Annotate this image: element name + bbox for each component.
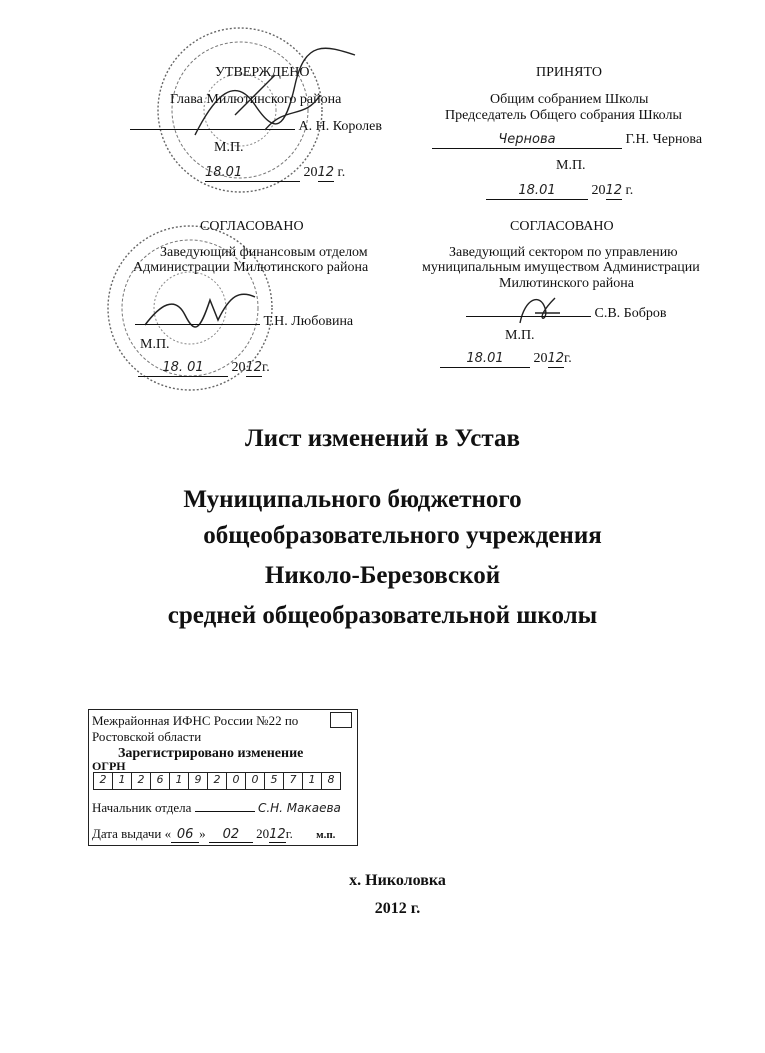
agreed-finance-year: 12 — [245, 360, 263, 375]
ogrn-digit: 2 — [132, 773, 151, 789]
stamp-date-label: Дата выдачи — [92, 826, 162, 841]
stamp-year-prefix: 20 — [256, 826, 270, 841]
stamp-registered: Зарегистрировано изменение — [118, 746, 304, 761]
agreed-property-year-suffix: г. — [564, 351, 572, 366]
agreed-finance-line1: Заведующий финансовым отделом — [160, 245, 368, 260]
approved-name: А. Н. Королев — [298, 119, 382, 134]
agreed-finance-year-suffix: г. — [262, 360, 270, 375]
agreed-property-year-prefix: 20 — [533, 351, 548, 366]
agreed-finance-name: Т.Н. Любовина — [263, 314, 354, 329]
accepted-line1: Общим собранием Школы — [490, 92, 649, 107]
stamp-ogrn-label: ОГРН — [92, 759, 126, 773]
approved-position: Глава Милютинского района — [170, 92, 342, 107]
approved-stamp-label: М.П. — [214, 140, 244, 155]
accepted-stamp-label: М.П. — [556, 158, 586, 173]
approved-date: 18.01 — [205, 164, 300, 182]
ogrn-digit: 7 — [284, 773, 303, 789]
stamp-year: 12 — [269, 827, 286, 842]
agreed-finance-heading: СОГЛАСОВАНО — [200, 219, 304, 234]
document-title: Лист изменений в Устав — [245, 425, 520, 452]
ogrn-digit: 2 — [94, 773, 113, 789]
stamp-date-day: 06 — [171, 827, 199, 843]
agreed-finance-line2: Администрации Милютинского района — [133, 260, 369, 275]
ogrn-digit: 5 — [265, 773, 284, 789]
agreed-finance-year-prefix: 20 — [231, 360, 246, 375]
agreed-property-stamp-label: М.П. — [505, 328, 535, 343]
accepted-line2: Председатель Общего собрания Школы — [445, 108, 682, 123]
stamp-line1: Межрайонная ИФНС России №22 по — [92, 713, 299, 728]
agreed-property-date: 18.01 — [440, 350, 530, 368]
ogrn-digit: 2 — [208, 773, 227, 789]
stamp-chief-label: Начальник отдела — [92, 800, 192, 815]
title-line3: общеобразовательного учреждения — [203, 522, 602, 549]
title-line4: Николо-Березовской — [264, 562, 501, 589]
title-line2: Муниципального бюджетного — [183, 486, 522, 513]
agreed-property-line2: муниципальным имуществом Администрации — [422, 260, 700, 275]
footer-year: 2012 г. — [374, 900, 421, 917]
agreed-property-line3: Милютинского района — [499, 276, 634, 291]
approved-year-prefix: 20 — [303, 165, 318, 180]
accepted-date: 18.01 — [486, 182, 588, 200]
approved-year: 12 — [317, 165, 335, 180]
stamp-line2: Ростовской области — [92, 729, 202, 744]
ogrn-digit: 8 — [327, 773, 335, 786]
finance-signature-line — [135, 310, 260, 325]
accepted-year-prefix: 20 — [591, 183, 606, 198]
agreed-property-heading: СОГЛАСОВАНО — [510, 219, 614, 234]
ogrn-digit: 6 — [151, 773, 170, 789]
stamp-date-month: 02 — [209, 827, 253, 843]
ogrn-digit: 1 — [113, 773, 132, 789]
title-line5: средней общеобразовательной школы — [167, 602, 598, 629]
ogrn-digit: 1 — [303, 773, 322, 789]
accepted-signature: Чернова — [432, 131, 622, 149]
ogrn-cells — [93, 772, 341, 790]
chief-signature-line — [195, 799, 255, 812]
ogrn-digit: 0 — [246, 773, 265, 789]
stamp-mp-label: м.п. — [316, 829, 336, 841]
ogrn-digit: 0 — [227, 773, 246, 789]
approved-year-suffix: г. — [337, 165, 346, 180]
agreed-property-line1: Заведующий сектором по управлению — [449, 245, 678, 260]
accepted-name: Г.Н. Чернова — [625, 132, 703, 147]
footer-place: х. Николовка — [349, 872, 446, 889]
ogrn-digit: 1 — [170, 773, 189, 789]
agreed-finance-stamp-label: М.П. — [140, 337, 170, 352]
approved-heading: УТВЕРЖДЕНО — [215, 65, 310, 80]
stamp-year-suffix: г. — [285, 826, 293, 841]
agreed-property-name: С.В. Бобров — [594, 306, 667, 321]
ogrn-digit: 9 — [189, 773, 208, 789]
property-signature-line — [466, 302, 591, 317]
agreed-finance-date: 18. 01 — [138, 359, 228, 377]
agreed-property-year: 12 — [547, 351, 565, 366]
accepted-year-suffix: г. — [625, 183, 634, 198]
accepted-heading: ПРИНЯТО — [536, 65, 602, 80]
stamp-small-box — [330, 712, 352, 728]
stamp-chief-name: С.Н. Макаева — [257, 801, 341, 815]
approved-signature — [175, 35, 375, 155]
accepted-year: 12 — [605, 183, 623, 198]
